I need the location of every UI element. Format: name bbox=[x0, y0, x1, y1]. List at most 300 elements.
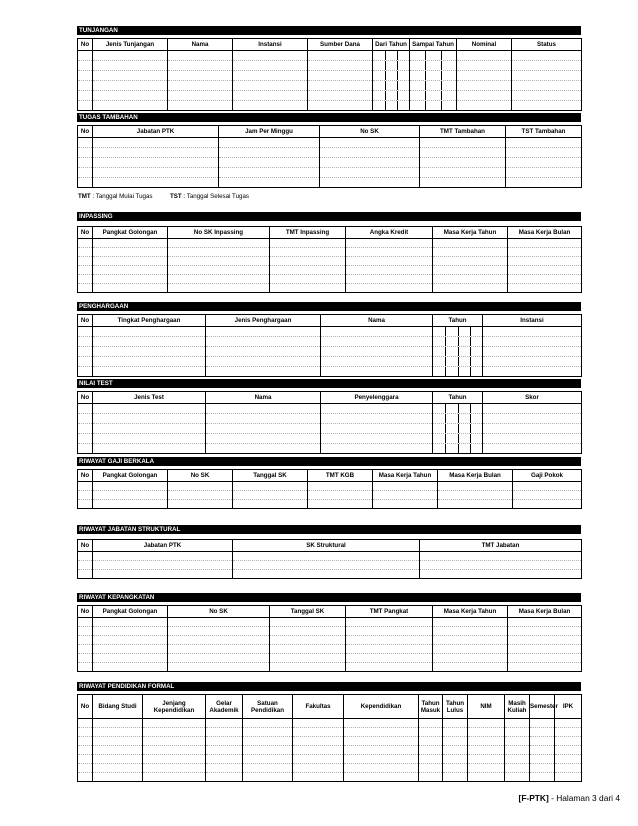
table-cell bbox=[321, 444, 433, 454]
table-cell bbox=[93, 434, 206, 444]
table-cell bbox=[293, 773, 344, 782]
table-cell bbox=[419, 755, 443, 764]
table-cell bbox=[93, 337, 206, 347]
table-cell bbox=[78, 719, 93, 728]
col-header: Masa Kerja Bulan bbox=[508, 227, 582, 239]
table-cell bbox=[78, 500, 93, 509]
table-cell bbox=[373, 482, 438, 491]
sub-cell bbox=[433, 414, 482, 423]
table-cell bbox=[433, 618, 508, 627]
col-header: No bbox=[78, 470, 93, 482]
table-cell bbox=[233, 51, 308, 61]
table-cell bbox=[219, 138, 320, 148]
table-cell bbox=[93, 636, 168, 645]
table-cell bbox=[508, 618, 582, 627]
table-row bbox=[78, 491, 582, 500]
table-cell bbox=[233, 71, 308, 81]
table-tunjangan bbox=[77, 38, 582, 111]
page-footer bbox=[519, 793, 620, 803]
table-cell bbox=[505, 719, 530, 728]
table-cell bbox=[78, 618, 93, 627]
table-cell bbox=[438, 491, 513, 500]
table-cell bbox=[433, 347, 483, 357]
table-cell bbox=[483, 347, 582, 357]
table-cell bbox=[219, 158, 320, 168]
table-row bbox=[78, 275, 582, 284]
table-cell bbox=[505, 737, 530, 746]
col-header: Fakultas bbox=[293, 695, 344, 719]
table-cell bbox=[344, 755, 419, 764]
table-cell bbox=[78, 178, 93, 188]
col-header: Gelar Akademik bbox=[206, 695, 243, 719]
table-cell bbox=[143, 764, 206, 773]
sub-cell bbox=[373, 91, 409, 100]
section-title-tugas-tambahan: TUGAS TAMBAHAN bbox=[77, 113, 581, 122]
table-cell bbox=[168, 61, 233, 71]
table-cell bbox=[233, 91, 308, 101]
table-row bbox=[78, 81, 582, 91]
table-cell bbox=[508, 627, 582, 636]
table-cell bbox=[443, 755, 468, 764]
table-cell bbox=[93, 138, 219, 148]
sub-cell bbox=[373, 81, 409, 90]
table-cell bbox=[206, 755, 243, 764]
table-cell bbox=[433, 663, 508, 672]
table-cell bbox=[530, 737, 555, 746]
table-cell bbox=[93, 773, 143, 782]
table-row bbox=[78, 719, 582, 728]
table-cell bbox=[93, 561, 233, 570]
table-cell bbox=[512, 81, 582, 91]
table-cell bbox=[168, 491, 233, 500]
sub-cell bbox=[373, 61, 409, 70]
table-row bbox=[78, 500, 582, 509]
table-cell bbox=[410, 61, 457, 71]
table-cell bbox=[93, 51, 168, 61]
table-cell bbox=[419, 719, 443, 728]
table-cell bbox=[93, 327, 206, 337]
col-header: No bbox=[78, 540, 93, 552]
table-cell bbox=[419, 764, 443, 773]
sub-cell bbox=[433, 367, 482, 376]
table-cell bbox=[410, 71, 457, 81]
col-header: No bbox=[78, 126, 93, 138]
table-cell bbox=[206, 337, 321, 347]
table-body bbox=[78, 552, 582, 579]
col-header: Jabatan PTK bbox=[93, 126, 219, 138]
col-header: Satuan Pendidikan bbox=[243, 695, 293, 719]
table-cell bbox=[168, 663, 270, 672]
table-cell bbox=[78, 239, 93, 248]
table-cell bbox=[270, 645, 346, 654]
table-cell bbox=[168, 627, 270, 636]
table-cell bbox=[93, 491, 168, 500]
table-cell bbox=[419, 737, 443, 746]
table-cell bbox=[512, 61, 582, 71]
table-cell bbox=[433, 645, 508, 654]
table-row bbox=[78, 482, 582, 491]
table-cell bbox=[243, 764, 293, 773]
table-cell bbox=[433, 434, 483, 444]
table-cell bbox=[143, 746, 206, 755]
table-cell bbox=[243, 755, 293, 764]
table-cell bbox=[506, 168, 582, 178]
table-cell bbox=[78, 491, 93, 500]
table-cell bbox=[168, 91, 233, 101]
table-cell bbox=[93, 158, 219, 168]
table-cell bbox=[373, 500, 438, 509]
table-cell bbox=[373, 91, 410, 101]
col-header: No bbox=[78, 606, 93, 618]
table-cell bbox=[206, 434, 321, 444]
table-cell bbox=[373, 491, 438, 500]
col-header: Jenjang Kependidikan bbox=[143, 695, 206, 719]
col-header: Jenis Penghargaan bbox=[206, 315, 321, 327]
table-cell bbox=[270, 284, 346, 293]
legend-tst-text: : Tanggal Selesai Tugas bbox=[181, 193, 249, 200]
table-cell bbox=[93, 444, 206, 454]
table-cell bbox=[308, 491, 373, 500]
table-cell bbox=[321, 424, 433, 434]
table-cell bbox=[243, 737, 293, 746]
table-cell bbox=[433, 357, 483, 367]
table-cell bbox=[78, 61, 93, 71]
col-header: Angka Kredit bbox=[346, 227, 433, 239]
table-cell bbox=[308, 101, 373, 111]
table-cell bbox=[321, 347, 433, 357]
col-header: SK Struktural bbox=[233, 540, 420, 552]
table-cell bbox=[433, 654, 508, 663]
table-cell bbox=[168, 482, 233, 491]
sub-cell bbox=[373, 101, 409, 110]
table-row bbox=[78, 755, 582, 764]
table-cell bbox=[530, 719, 555, 728]
sub-cell bbox=[410, 71, 456, 80]
col-header: Tahun Lulus bbox=[443, 695, 468, 719]
col-header: IPK bbox=[555, 695, 582, 719]
table-cell bbox=[483, 444, 582, 454]
table-row bbox=[78, 337, 582, 347]
table-cell bbox=[506, 158, 582, 168]
table-cell bbox=[457, 61, 512, 71]
table-body bbox=[78, 51, 582, 111]
table-cell bbox=[443, 764, 468, 773]
table-cell bbox=[93, 618, 168, 627]
table-cell bbox=[468, 746, 505, 755]
table-cell bbox=[78, 257, 93, 266]
table-cell bbox=[93, 248, 168, 257]
header-row bbox=[78, 39, 582, 51]
section-title-gaji-berkala: RIWAYAT GAJI BERKALA bbox=[77, 457, 581, 466]
table-cell bbox=[78, 764, 93, 773]
table-cell bbox=[168, 81, 233, 91]
table-cell bbox=[93, 414, 206, 424]
col-header: Nama bbox=[168, 39, 233, 51]
table-cell bbox=[168, 101, 233, 111]
table-cell bbox=[433, 327, 483, 337]
table-cell bbox=[513, 500, 582, 509]
table-cell bbox=[78, 482, 93, 491]
table-row bbox=[78, 444, 582, 454]
table-cell bbox=[206, 367, 321, 377]
table-cell bbox=[78, 414, 93, 424]
table-cell bbox=[346, 284, 433, 293]
table-cell bbox=[93, 719, 143, 728]
table-cell bbox=[78, 168, 93, 178]
table-body bbox=[78, 327, 582, 377]
table-cell bbox=[78, 434, 93, 444]
table-cell bbox=[419, 773, 443, 782]
table-row bbox=[78, 570, 582, 579]
table-cell bbox=[78, 347, 93, 357]
table-cell bbox=[168, 275, 270, 284]
table-cell bbox=[321, 414, 433, 424]
sub-cell bbox=[433, 357, 482, 366]
table-cell bbox=[78, 636, 93, 645]
table-cell bbox=[93, 347, 206, 357]
table-cell bbox=[78, 138, 93, 148]
table-jabatan-struktural bbox=[77, 539, 582, 579]
table-row bbox=[78, 404, 582, 414]
col-header: TMT KGB bbox=[308, 470, 373, 482]
table-cell bbox=[308, 482, 373, 491]
table-cell bbox=[78, 327, 93, 337]
table-cell bbox=[512, 101, 582, 111]
col-header: No SK bbox=[168, 606, 270, 618]
table-kepangkatan bbox=[77, 605, 582, 672]
table-cell bbox=[512, 51, 582, 61]
table-cell bbox=[93, 654, 168, 663]
table-cell bbox=[233, 491, 308, 500]
table-cell bbox=[457, 91, 512, 101]
table-cell bbox=[433, 414, 483, 424]
legend-tst-label: TST bbox=[170, 193, 182, 200]
col-header: Sumber Dana bbox=[308, 39, 373, 51]
table-cell bbox=[483, 404, 582, 414]
table-cell bbox=[321, 434, 433, 444]
table-cell bbox=[373, 51, 410, 61]
sub-cell bbox=[410, 61, 456, 70]
table-cell bbox=[143, 719, 206, 728]
sub-cell bbox=[433, 347, 482, 356]
table-cell bbox=[555, 764, 582, 773]
table-cell bbox=[468, 755, 505, 764]
table-row bbox=[78, 158, 582, 168]
table-cell bbox=[93, 746, 143, 755]
sub-cell bbox=[410, 81, 456, 90]
table-cell bbox=[457, 81, 512, 91]
legend-tmt-label: TMT bbox=[78, 193, 91, 200]
table-cell bbox=[555, 773, 582, 782]
table-cell bbox=[168, 257, 270, 266]
table-cell bbox=[483, 357, 582, 367]
table-row bbox=[78, 357, 582, 367]
table-cell bbox=[93, 101, 168, 111]
col-header: NIM bbox=[468, 695, 505, 719]
table-gaji-berkala bbox=[77, 469, 582, 509]
col-header: No bbox=[78, 39, 93, 51]
table-cell bbox=[93, 764, 143, 773]
col-header: No bbox=[78, 392, 93, 404]
table-cell bbox=[219, 168, 320, 178]
table-cell bbox=[346, 257, 433, 266]
col-header: Skor bbox=[483, 392, 582, 404]
page-number: - Halaman 3 dari 4 bbox=[548, 793, 620, 803]
table-cell bbox=[206, 357, 321, 367]
table-cell bbox=[505, 746, 530, 755]
table-row bbox=[78, 654, 582, 663]
table-cell bbox=[420, 561, 582, 570]
col-header: No SK bbox=[168, 470, 233, 482]
sub-cell bbox=[433, 434, 482, 443]
table-cell bbox=[78, 148, 93, 158]
col-header: TMT Pangkat bbox=[346, 606, 433, 618]
table-cell bbox=[93, 645, 168, 654]
table-cell bbox=[93, 755, 143, 764]
table-cell bbox=[346, 645, 433, 654]
col-header: TST Tambahan bbox=[506, 126, 582, 138]
table-cell bbox=[433, 424, 483, 434]
table-cell bbox=[410, 91, 457, 101]
form-code: [F-PTK] bbox=[518, 793, 549, 803]
table-cell bbox=[483, 434, 582, 444]
table-cell bbox=[93, 570, 233, 579]
table-cell bbox=[320, 138, 420, 148]
table-cell bbox=[457, 101, 512, 111]
table-cell bbox=[78, 728, 93, 737]
col-header: Bidang Studi bbox=[93, 695, 143, 719]
table-cell bbox=[93, 61, 168, 71]
table-cell bbox=[293, 737, 344, 746]
table-cell bbox=[508, 636, 582, 645]
col-header: Instansi bbox=[483, 315, 582, 327]
table-body bbox=[78, 618, 582, 672]
table-cell bbox=[513, 491, 582, 500]
table-cell bbox=[270, 618, 346, 627]
table-cell bbox=[78, 755, 93, 764]
table-cell bbox=[93, 168, 219, 178]
table-cell bbox=[443, 719, 468, 728]
table-cell bbox=[78, 275, 93, 284]
table-cell bbox=[420, 158, 506, 168]
table-body bbox=[78, 239, 582, 293]
table-cell bbox=[346, 663, 433, 672]
table-cell bbox=[93, 424, 206, 434]
table-row bbox=[78, 728, 582, 737]
table-cell bbox=[321, 327, 433, 337]
table-cell bbox=[168, 51, 233, 61]
table-cell bbox=[93, 482, 168, 491]
table-cell bbox=[93, 737, 143, 746]
col-header: Sampai Tahun bbox=[410, 39, 457, 51]
col-header: TMT Inpassing bbox=[270, 227, 346, 239]
table-row bbox=[78, 561, 582, 570]
col-header: Instansi bbox=[233, 39, 308, 51]
table-cell bbox=[206, 737, 243, 746]
table-cell bbox=[233, 561, 420, 570]
col-header: Masa Kerja Bulan bbox=[508, 606, 582, 618]
sub-cell bbox=[410, 101, 456, 110]
table-cell bbox=[78, 337, 93, 347]
table-cell bbox=[346, 618, 433, 627]
sub-cell bbox=[410, 51, 456, 60]
col-header: Nama bbox=[206, 392, 321, 404]
header-row bbox=[78, 695, 582, 719]
table-cell bbox=[270, 275, 346, 284]
table-cell bbox=[93, 404, 206, 414]
table-cell bbox=[93, 81, 168, 91]
table-cell bbox=[346, 239, 433, 248]
table-cell bbox=[346, 275, 433, 284]
table-cell bbox=[483, 367, 582, 377]
table-cell bbox=[457, 71, 512, 81]
table-cell bbox=[308, 51, 373, 61]
table-cell bbox=[410, 51, 457, 61]
table-cell bbox=[233, 500, 308, 509]
table-cell bbox=[505, 728, 530, 737]
table-cell bbox=[555, 755, 582, 764]
col-header: Pangkat Golongan bbox=[93, 470, 168, 482]
col-header: TMT Jabatan bbox=[420, 540, 582, 552]
table-cell bbox=[468, 719, 505, 728]
table-cell bbox=[373, 81, 410, 91]
table-cell bbox=[373, 61, 410, 71]
table-cell bbox=[243, 719, 293, 728]
table-cell bbox=[468, 764, 505, 773]
table-cell bbox=[420, 552, 582, 561]
table-cell bbox=[168, 71, 233, 81]
table-cell bbox=[78, 248, 93, 257]
table-cell bbox=[433, 248, 508, 257]
sub-cell bbox=[433, 424, 482, 433]
table-cell bbox=[293, 764, 344, 773]
table-cell bbox=[506, 178, 582, 188]
col-header: Tahun Masuk bbox=[419, 695, 443, 719]
table-cell bbox=[344, 728, 419, 737]
table-cell bbox=[233, 482, 308, 491]
table-cell bbox=[93, 148, 219, 158]
table-cell bbox=[508, 239, 582, 248]
table-cell bbox=[78, 773, 93, 782]
col-header: Masa Kerja Tahun bbox=[433, 227, 508, 239]
table-cell bbox=[433, 239, 508, 248]
table-cell bbox=[233, 552, 420, 561]
col-header: No bbox=[78, 315, 93, 327]
table-cell bbox=[206, 347, 321, 357]
table-row bbox=[78, 148, 582, 158]
table-cell bbox=[243, 728, 293, 737]
table-cell bbox=[293, 728, 344, 737]
table-cell bbox=[270, 248, 346, 257]
col-header: Masa Kerja Tahun bbox=[373, 470, 438, 482]
col-header: Jabatan PTK bbox=[93, 540, 233, 552]
table-cell bbox=[321, 367, 433, 377]
table-row bbox=[78, 101, 582, 111]
table-row bbox=[78, 168, 582, 178]
table-cell bbox=[143, 728, 206, 737]
col-header: No SK Inpassing bbox=[168, 227, 270, 239]
table-cell bbox=[293, 719, 344, 728]
col-header: Pangkat Golongan bbox=[93, 606, 168, 618]
table-cell bbox=[508, 645, 582, 654]
table-cell bbox=[530, 728, 555, 737]
table-cell bbox=[530, 746, 555, 755]
table-cell bbox=[78, 552, 93, 561]
table-cell bbox=[433, 627, 508, 636]
table-row bbox=[78, 266, 582, 275]
col-header: Tingkat Penghargaan bbox=[93, 315, 206, 327]
table-cell bbox=[78, 404, 93, 414]
